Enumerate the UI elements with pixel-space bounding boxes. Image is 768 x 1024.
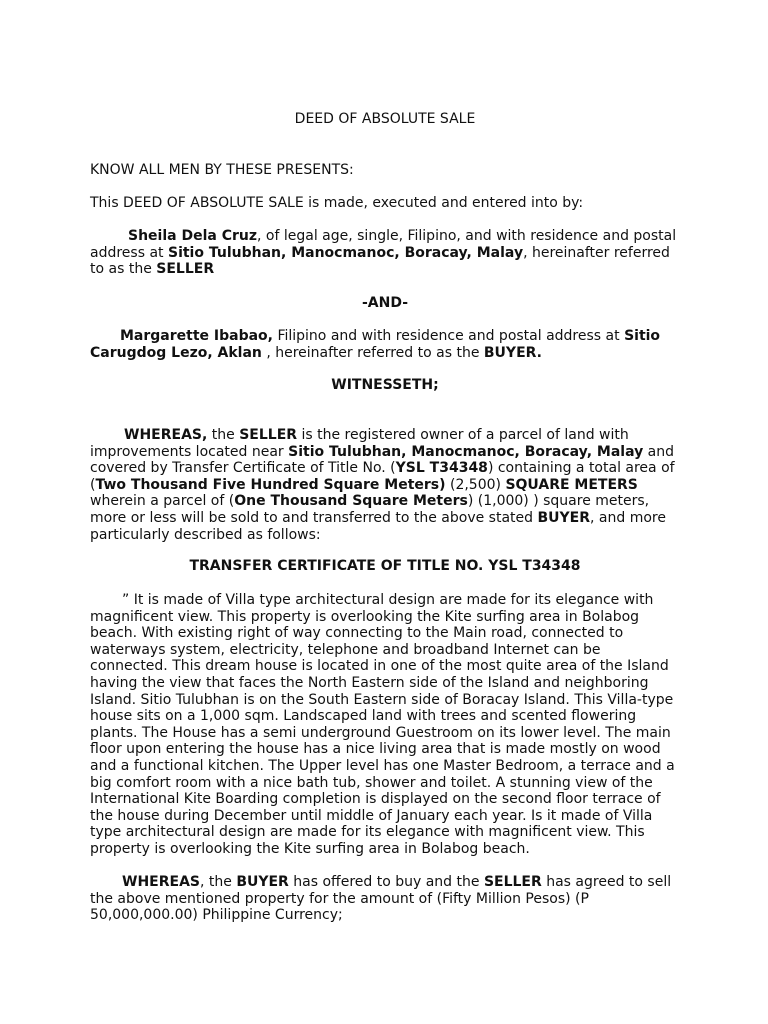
intro-paragraph: This DEED OF ABSOLUTE SALE is made, executed and entered into by: — [90, 195, 584, 211]
witnesseth-heading: WITNESSETH; — [331, 377, 439, 393]
seller-name: Sheila Dela Cruz — [128, 228, 257, 244]
document-title: DEED OF ABSOLUTE SALE — [294, 111, 476, 127]
buyer-name: Margarette Ibabao, — [120, 328, 273, 344]
know-all-men: KNOW ALL MEN BY THESE PRESENTS: — [90, 162, 354, 178]
and-separator: -AND- — [361, 295, 409, 311]
buyer-address: Sitio Carugdog Lezo, Aklan — [90, 328, 661, 361]
buyer-paragraph: Margarette Ibabao, Filipino and with residence and postal address at Sitio Carugdog Lezo, Aklan , hereinafter referred to as the BUYER. — [90, 328, 661, 361]
whereas-offer-paragraph: WHEREAS, the BUYER has offered to buy and the SELLER has agreed to sell the above mentioned property for the amount of (Fifty Million Pesos) (P 50,000,000.00) Philippine Currency; — [90, 874, 672, 924]
buyer-role: BUYER. — [483, 344, 542, 361]
whereas-ownership-paragraph: WHEREAS, the SELLER is the registered owner of a parcel of land with improvements located near Sitio Tulubhan, Manocmanoc, Boracay, Malay and covered by Transfer Certificate of Title No. (YSL T34348) containing a total area of (Two Thousand Five Hundred Square Meters) (2,500) SQUARE METERS wherein a parcel of (One Thousand Square Meters) (1,000) ) square meters, more or less will be sold to and transferred to the above stated BUYER, and more particularly described as follows: — [90, 427, 675, 543]
seller-paragraph: Sheila Dela Cruz, of legal age, single, Filipino, and with residence and postal address at Sitio Tulubhan, Manocmanoc, Boracay, Malay, hereinafter referred to as the SELLER — [90, 228, 677, 278]
seller-role: SELLER — [156, 261, 215, 278]
property-description: ” It is made of Villa type architectural design are made for its elegance with magnificent view. This property is overlooking the Kite surfing area in Bolabog beach. With existing right of way connecting to the Main road, connected to waterways system, electricity, telephone and broadband Internet can be connected. This dream house is located in one of the most quite area of the Island having the view that faces the North Eastern side of the Island and neighboring Island. Sitio Tulubhan is on the South Eastern side of Boracay Island. This Villa-type house sits on a 1,000 sqm. Landscaped land with trees and scented flowering plants. The House has a semi underground Guestroom on its lower level. The main floor upon entering the house has a nice living area that is made mostly on wood and a functional kitchen. The Upper level has one Master Bedroom, a terrace and a big comfort room with a nice bath tub, shower and toilet. A stunning view of the International Kite Boarding completion is displayed on the second floor terrace of the house during December until middle of January each year. Is it made of Villa type architectural design are made for its elegance with magnificent view. This property is overlooking the Kite surfing area in Bolabog beach. — [90, 592, 675, 857]
seller-address: Sitio Tulubhan, Manocmanoc, Boracay, Malay — [167, 244, 524, 261]
tct-heading: TRANSFER CERTIFICATE OF TITLE NO. YSL T34348 — [189, 558, 581, 574]
